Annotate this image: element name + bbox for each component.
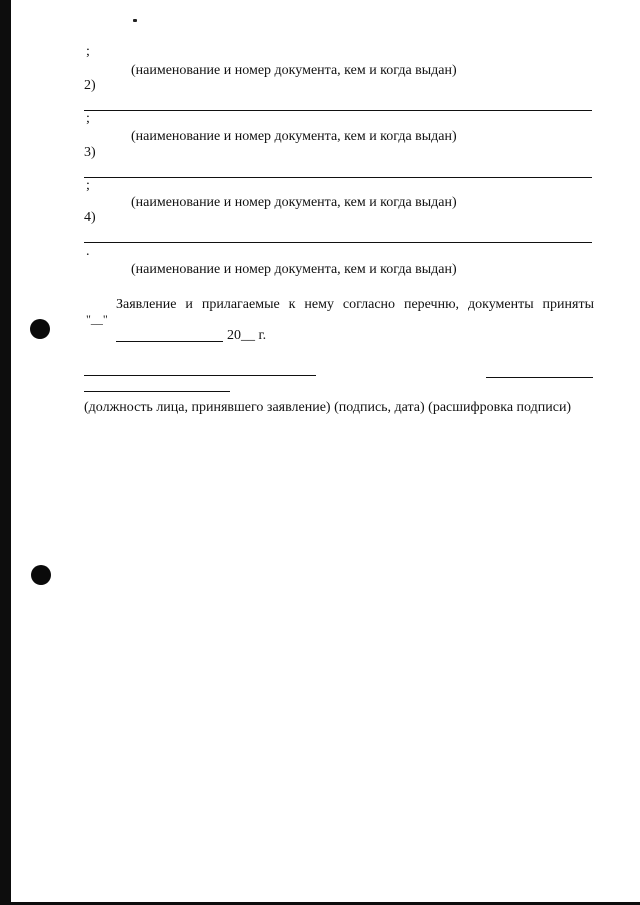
- item-number-3: 3): [84, 145, 96, 160]
- separator-3: ;: [86, 178, 90, 193]
- scan-left-edge: [0, 0, 11, 905]
- separator-4: .: [86, 244, 90, 259]
- doc-caption-2: (наименование и номер документа, кем и когда выдан): [131, 129, 457, 144]
- doc-caption-1: (наименование и номер документа, кем и когда выдан): [131, 63, 457, 78]
- date-blank-line: [116, 341, 223, 342]
- doc-caption-4: (наименование и номер документа, кем и когда выдан): [131, 262, 457, 277]
- doc-entry-line-3: [84, 177, 592, 178]
- doc-caption-3: (наименование и номер документа, кем и когда выдан): [131, 195, 457, 210]
- doc-entry-line-4: [84, 242, 592, 243]
- date-quote: "__": [86, 312, 108, 326]
- punch-hole-top: [30, 319, 50, 339]
- scan-speck: [133, 19, 137, 22]
- signature-caption: (должность лица, принявшего заявление) (подпись, дата) (расшифровка подписи): [84, 400, 572, 415]
- decoding-line: [486, 377, 593, 378]
- separator-2: ;: [86, 111, 90, 126]
- signature-line: [84, 391, 230, 392]
- year-text: 20__ г.: [227, 328, 267, 343]
- item-number-2: 2): [84, 78, 96, 93]
- doc-entry-line-2: [84, 110, 592, 111]
- position-line: [84, 375, 316, 376]
- statement-text: Заявление и прилагаемые к нему согласно перечню, документы приняты: [116, 297, 594, 312]
- punch-hole-bottom: [31, 565, 51, 585]
- item-number-4: 4): [84, 210, 96, 225]
- separator-1: ;: [86, 44, 90, 59]
